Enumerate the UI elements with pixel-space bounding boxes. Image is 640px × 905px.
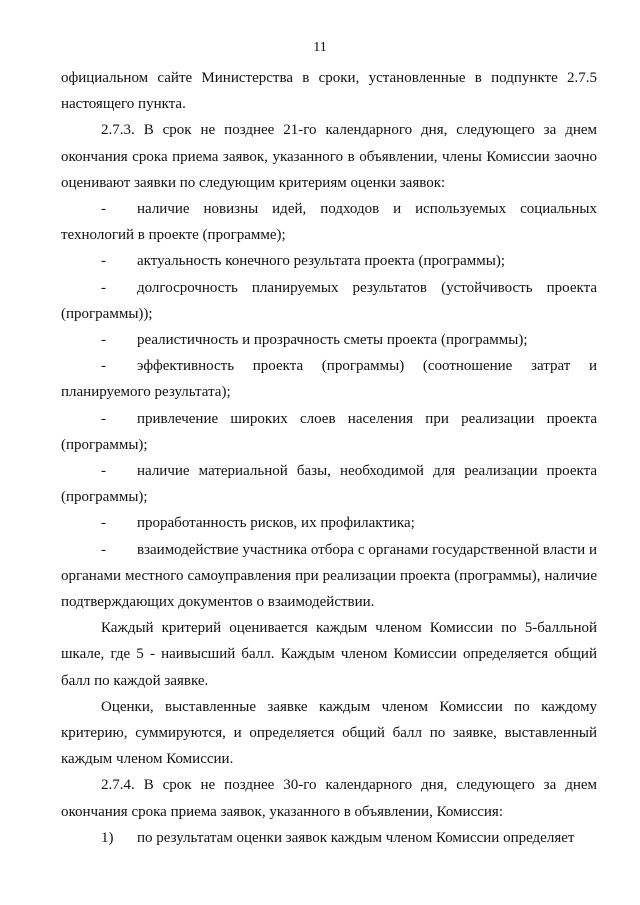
list-item <box>61 458 597 510</box>
list-item-text: долгосрочность планируемых результатов (устойчивость проекта (программы)); <box>61 279 597 322</box>
list-item <box>61 248 597 274</box>
list-item-text: по результатам оценки заявок каждым членом Комиссии определяет <box>137 829 575 846</box>
list-item-text: наличие новизны идей, подходов и используемых социальных технологий в проекте (программе); <box>61 201 597 244</box>
list-marker: - <box>101 279 106 296</box>
list-marker: - <box>101 201 106 218</box>
paragraph: 2.7.4. В срок не позднее 30-го календарного дня, следующего за днем окончания срока приема заявок, указанного в объявлении, Комиссия: <box>61 777 597 820</box>
list-item-text: эффективность проекта (программы) (соотношение затрат и планируемого результата); <box>61 358 597 401</box>
paragraph: 2.7.3. В срок не позднее 21-го календарного дня, следующего за днем окончания срока приема заявок, указанного в объявлении, члены Комиссии заочно оценивают заявки по следующим критериям оценки заявок: <box>61 122 597 191</box>
list-marker: - <box>101 332 106 349</box>
list-marker: - <box>101 541 106 558</box>
paragraph: официальном сайте Министерства в сроки, установленные в подпункте 2.7.5 настоящего пункта. <box>61 70 597 113</box>
list-item-text: проработанность рисков, их профилактика; <box>137 515 415 532</box>
list-marker: - <box>101 253 106 270</box>
list-marker: - <box>101 515 106 532</box>
list-marker: - <box>101 410 106 427</box>
page-number: 11 <box>313 40 327 55</box>
paragraph: Каждый критерий оценивается каждым членом Комиссии по 5-балльной шкале, где 5 - наивысший балл. Каждым членом Комиссии определяется общий балл по каждой заявке. <box>61 620 597 689</box>
list-item <box>61 406 597 458</box>
list-item <box>61 510 597 536</box>
list-item <box>61 537 597 616</box>
document-body <box>61 65 597 851</box>
list-item <box>61 196 597 248</box>
list-marker: - <box>101 358 106 375</box>
list-item <box>61 825 597 851</box>
list-marker: 1) <box>101 829 114 846</box>
list-item-text: актуальность конечного результата проекта (программы); <box>137 253 506 270</box>
list-item <box>61 327 597 353</box>
list-item <box>61 353 597 405</box>
list-item-text: реалистичность и прозрачность сметы проекта (программы); <box>137 332 528 349</box>
list-item-text: привлечение широких слоев населения при реализации проекта (программы); <box>61 410 597 453</box>
list-item-text: взаимодействие участника отбора с органами государственной власти и органами местного самоуправления при реализации проекта (программы), наличие подтверждающих документов о взаимодействии. <box>61 541 597 611</box>
list-item <box>61 275 597 327</box>
list-item-text: наличие материальной базы, необходимой для реализации проекта (программы); <box>61 463 597 506</box>
list-marker: - <box>101 463 106 480</box>
paragraph: Оценки, выставленные заявке каждым членом Комиссии по каждому критерию, суммируются, и определяется общий балл по заявке, выставленный каждым членом Комиссии. <box>61 698 597 768</box>
